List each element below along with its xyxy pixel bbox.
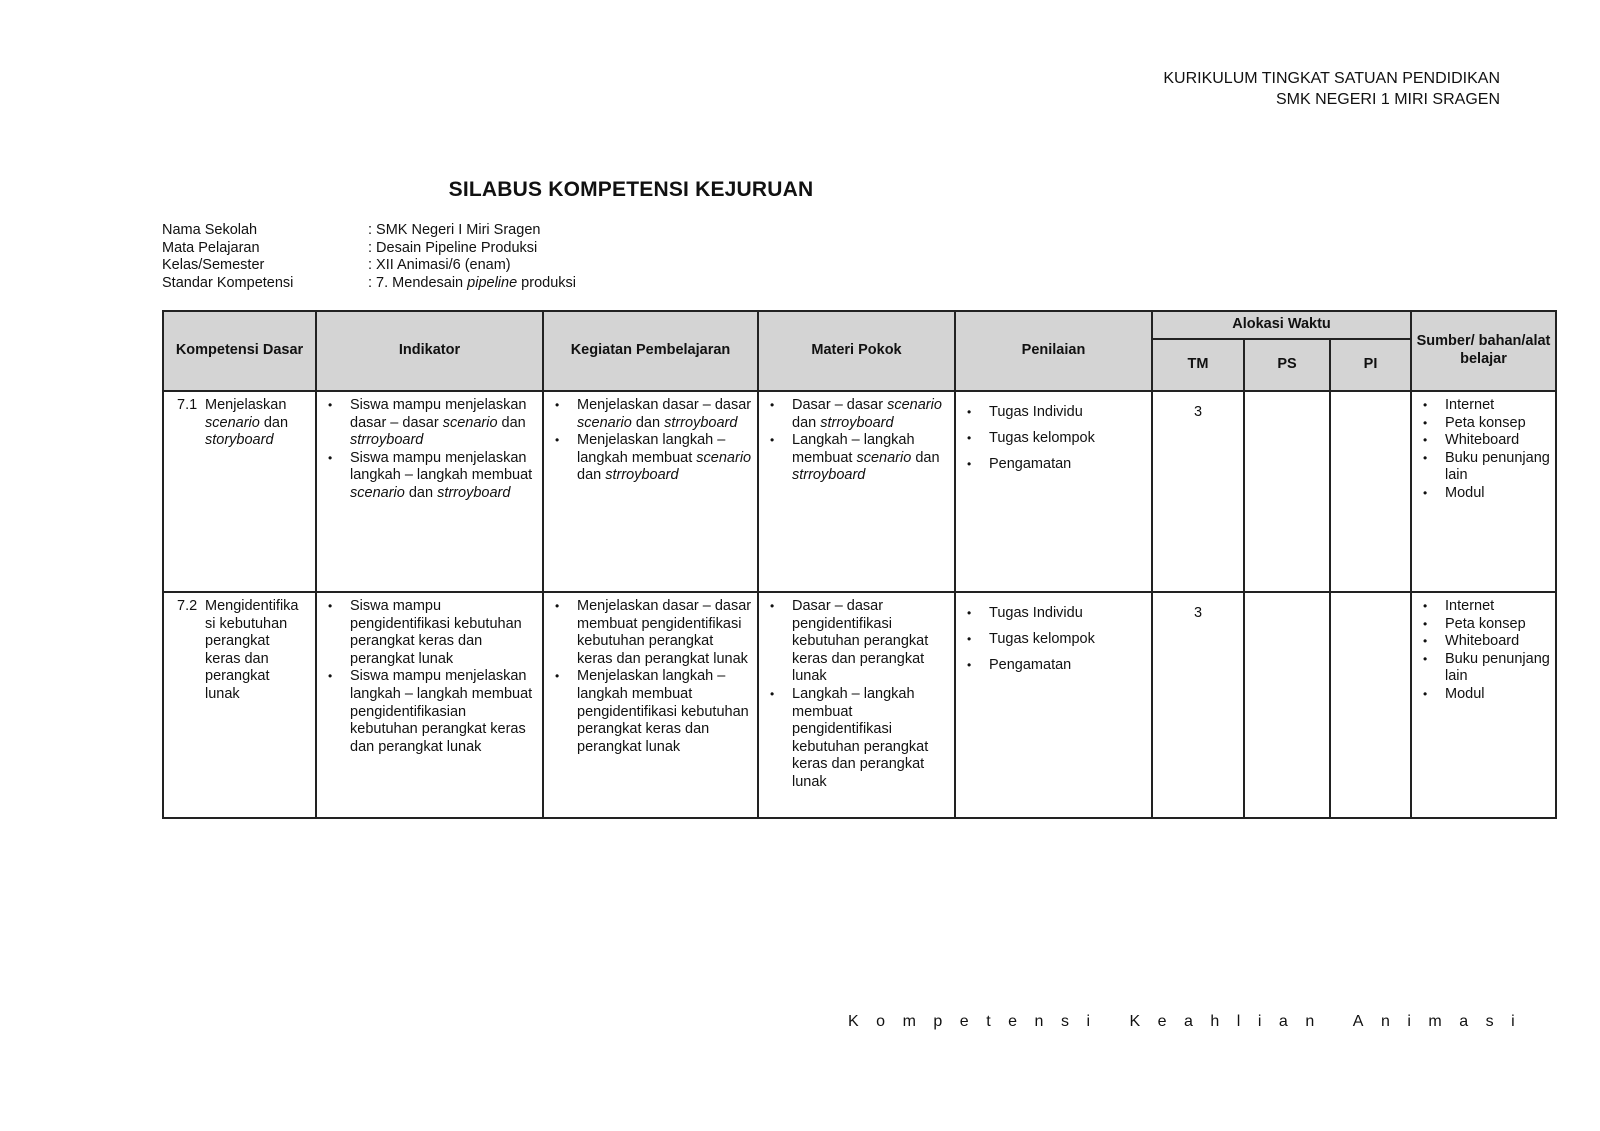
kd-text-italic: scenario bbox=[205, 414, 260, 431]
syllabus-table bbox=[162, 310, 1557, 819]
kd-text bbox=[205, 397, 308, 450]
cell-materi bbox=[758, 391, 955, 592]
cell-pi bbox=[1330, 391, 1411, 592]
info-label: Standar Kompetensi bbox=[162, 274, 294, 291]
list-item bbox=[328, 397, 537, 450]
info-value: : Desain Pipeline Produksi bbox=[368, 239, 538, 256]
text-italic: strroyboard bbox=[820, 414, 894, 431]
list-item: • Langkah – langkah membuat pengidentifikasi kebutuhan perangkat keras dan perangkat lunak bbox=[770, 686, 949, 792]
text-part: Menjelaskan dasar – dasar bbox=[577, 397, 752, 413]
header-kegiatan-pembelajaran: Kegiatan Pembelajaran bbox=[543, 311, 758, 391]
header-indikator: Indikator bbox=[316, 311, 543, 391]
info-value: : SMK Negeri I Miri Sragen bbox=[368, 222, 541, 238]
text-italic: strroyboard bbox=[792, 467, 866, 484]
list-item: • Whiteboard bbox=[1423, 432, 1550, 450]
text-part: Siswa mampu menjelaskan langkah – langkah membuat bbox=[350, 449, 533, 484]
text-part: dan bbox=[911, 449, 940, 466]
info-value-italic: pipeline bbox=[467, 274, 518, 291]
info-row-standar-kompetensi bbox=[162, 275, 576, 293]
header-school-line: SMK NEGERI 1 MIRI SRAGEN bbox=[1275, 91, 1500, 108]
text-part: dan bbox=[577, 467, 606, 484]
info-label: Mata Pelajaran bbox=[162, 239, 260, 256]
info-value bbox=[368, 275, 576, 293]
cell-materi bbox=[758, 592, 955, 818]
cell-penilaian bbox=[955, 391, 1152, 592]
list-item: • Pengamatan bbox=[967, 657, 1146, 675]
list-item bbox=[555, 397, 752, 432]
header-penilaian: Penilaian bbox=[955, 311, 1152, 391]
cell-kompetensi-dasar bbox=[163, 391, 316, 592]
cell-tm: 3 bbox=[1152, 592, 1244, 818]
list-item bbox=[770, 432, 949, 485]
table-row bbox=[163, 391, 1556, 592]
syllabus-info bbox=[162, 222, 576, 292]
list-item: • Buku penunjang lain bbox=[1423, 651, 1550, 686]
cell-sumber bbox=[1411, 592, 1556, 818]
info-label: Nama Sekolah bbox=[162, 222, 258, 238]
cell-kegiatan bbox=[543, 592, 758, 818]
kd-text-part: dan bbox=[259, 414, 289, 431]
list-item: • Dasar – dasar pengidentifikasi kebutuhan perangkat keras dan perangkat lunak bbox=[770, 598, 949, 686]
info-row-kelas-semester bbox=[162, 257, 576, 275]
list-item: • Peta konsep bbox=[1423, 415, 1550, 433]
text-part: dan bbox=[497, 414, 526, 431]
info-value: : XII Animasi/6 (enam) bbox=[368, 257, 511, 273]
text-part: Langkah – langkah membuat bbox=[792, 432, 915, 466]
cell-ps bbox=[1244, 391, 1330, 592]
kd-text: Mengidentifika si kebutuhan perangkat keras dan perangkat lunak bbox=[205, 598, 299, 702]
text-italic: strroyboard bbox=[605, 467, 679, 484]
text-part: Dasar – dasar bbox=[792, 397, 888, 413]
info-value-part: produksi bbox=[517, 274, 576, 291]
cell-indikator bbox=[316, 592, 543, 818]
list-item: • Buku penunjang lain bbox=[1423, 450, 1550, 485]
cell-kompetensi-dasar bbox=[163, 592, 316, 818]
text-part: Menjelaskan langkah – langkah membuat bbox=[577, 432, 726, 466]
list-item: • Peta konsep bbox=[1423, 616, 1550, 634]
info-row-nama-sekolah bbox=[162, 222, 576, 240]
kd-text-part: Menjelaskan bbox=[205, 397, 287, 413]
cell-kegiatan bbox=[543, 391, 758, 592]
list-item: • Menjelaskan dasar – dasar membuat pengidentifikasi kebutuhan perangkat keras dan perangkat lunak bbox=[555, 598, 752, 668]
header-ps: PS bbox=[1244, 339, 1330, 391]
text-italic: scenario bbox=[856, 449, 912, 466]
text-italic: scenario bbox=[442, 414, 498, 431]
list-item: • Internet bbox=[1423, 598, 1550, 616]
text-part: dan bbox=[404, 484, 438, 501]
header-pi: PI bbox=[1330, 339, 1411, 391]
cell-penilaian bbox=[955, 592, 1152, 818]
table-header-row bbox=[163, 311, 1556, 339]
list-item bbox=[770, 397, 949, 432]
list-item bbox=[328, 450, 537, 503]
list-item: • Tugas kelompok bbox=[967, 430, 1146, 448]
info-value-part: : 7. Mendesain bbox=[368, 274, 468, 291]
header-kompetensi-dasar: Kompetensi Dasar bbox=[163, 311, 316, 391]
header-sumber: Sumber/ bahan/alat belajar bbox=[1411, 311, 1556, 391]
text-italic: scenario bbox=[577, 414, 632, 431]
list-item: • Modul bbox=[1423, 686, 1550, 704]
list-item: • Internet bbox=[1423, 397, 1550, 415]
text-part: dan bbox=[631, 414, 665, 431]
list-item: • Menjelaskan langkah – langkah membuat pengidentifikasi kebutuhan perangkat keras dan perangkat lunak bbox=[555, 668, 752, 756]
document-header bbox=[1163, 68, 1500, 110]
list-item: • Tugas kelompok bbox=[967, 631, 1146, 649]
list-item: • Pengamatan bbox=[967, 456, 1146, 474]
info-row-mata-pelajaran bbox=[162, 240, 576, 258]
text-part: Siswa mampu menjelaskan dasar – dasar bbox=[350, 397, 527, 431]
list-item: • Siswa mampu pengidentifikasi kebutuhan perangkat keras dan perangkat lunak bbox=[328, 598, 537, 668]
text-part: dan bbox=[792, 414, 821, 431]
header-alokasi-waktu: Alokasi Waktu bbox=[1152, 311, 1411, 339]
kd-text-italic: storyboard bbox=[205, 432, 274, 449]
cell-ps bbox=[1244, 592, 1330, 818]
kd-number: 7.2 bbox=[177, 598, 198, 614]
table-row bbox=[163, 592, 1556, 818]
list-item: • Siswa mampu menjelaskan langkah – langkah membuat pengidentifikasian kebutuhan perangkat keras dan perangkat lunak bbox=[328, 668, 537, 756]
cell-tm: 3 bbox=[1152, 391, 1244, 592]
cell-sumber bbox=[1411, 391, 1556, 592]
cell-indikator bbox=[316, 391, 543, 592]
text-italic: scenario bbox=[887, 397, 942, 413]
list-item: • Modul bbox=[1423, 485, 1550, 503]
text-italic: strroyboard bbox=[437, 484, 511, 501]
list-item: • Tugas Individu bbox=[967, 404, 1146, 422]
text-italic: scenario bbox=[350, 484, 405, 501]
info-label: Kelas/Semester bbox=[162, 257, 265, 273]
header-tm: TM bbox=[1152, 339, 1244, 391]
text-italic: scenario bbox=[696, 449, 752, 466]
page-title: SILABUS KOMPETENSI KEJURUAN bbox=[448, 178, 814, 201]
list-item: • Tugas Individu bbox=[967, 605, 1146, 623]
list-item: • Whiteboard bbox=[1423, 633, 1550, 651]
cell-pi bbox=[1330, 592, 1411, 818]
text-italic: strroyboard bbox=[350, 432, 424, 449]
kd-number: 7.1 bbox=[177, 397, 198, 413]
footer-program-name: Kompetensi Keahlian Animasi bbox=[848, 1013, 1533, 1030]
list-item bbox=[555, 432, 752, 485]
text-italic: strroyboard bbox=[664, 414, 738, 431]
header-materi-pokok: Materi Pokok bbox=[758, 311, 955, 391]
header-curriculum-line: KURIKULUM TINGKAT SATUAN PENDIDIKAN bbox=[1163, 70, 1500, 87]
